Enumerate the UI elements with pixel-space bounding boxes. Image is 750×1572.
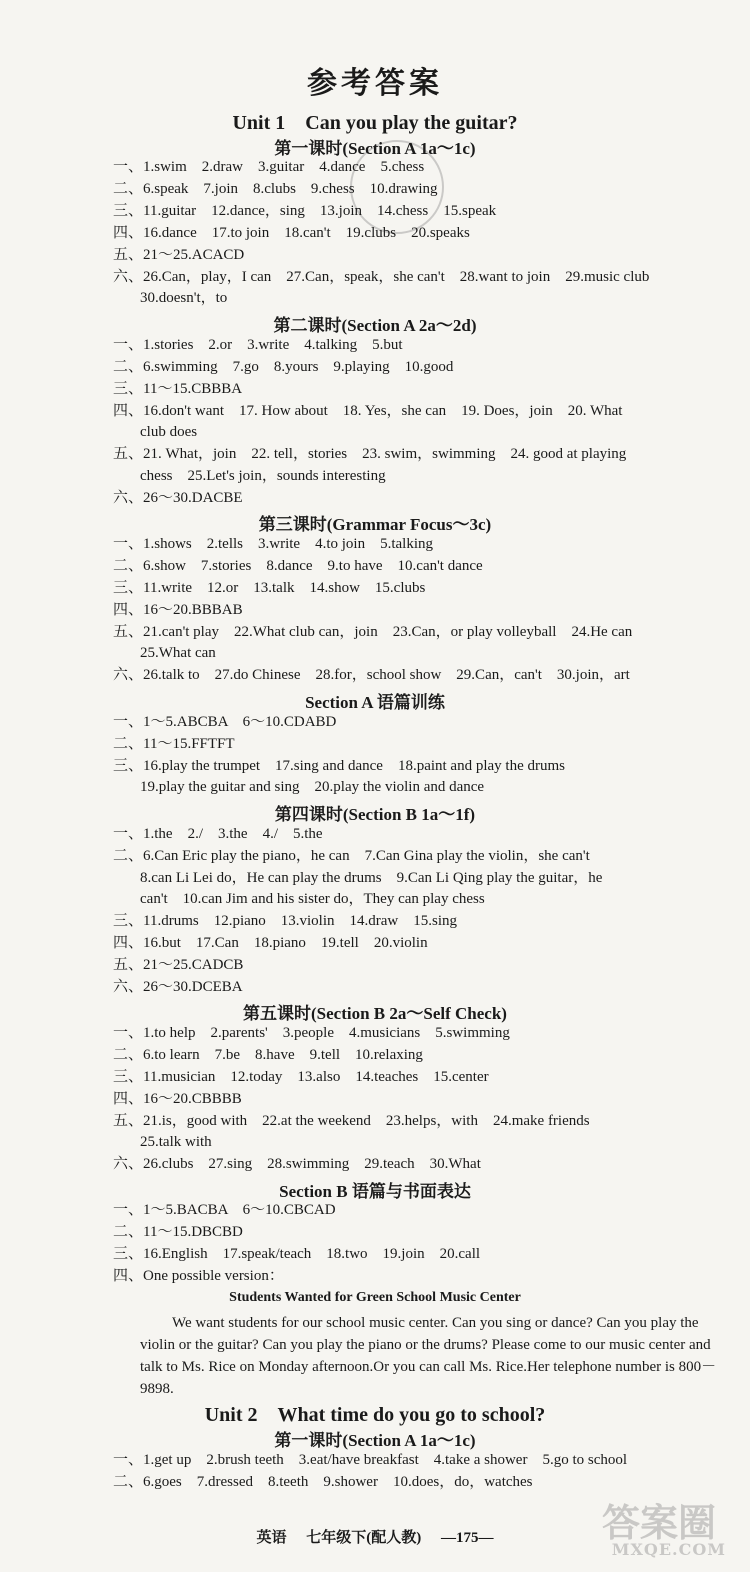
essay-text: We want students for our school music center. Can you sing or dance? Can you play the violin or the guitar? Can you play the piano or the drums? Please come to our music center and talk to Ms. Rice on Monday afternoon.Or you can call Ms. Rice.Her telephone number is 800－9898.	[140, 1315, 717, 1397]
answer-line: 二、6.speak 7.join 8.clubs 9.chess 10.drawing	[113, 181, 438, 197]
answer-line: 五、21～25.CADCB	[113, 957, 244, 973]
answer-line: 一、1.stories 2.or 3.write 4.talking 5.but	[113, 337, 403, 353]
watermark-text: 答案圈	[601, 1500, 716, 1545]
answer-line: 四、16.don't want 17. How about 18. Yes，she can 19. Does，join 20. What	[113, 403, 623, 419]
answer-line: 六、26～30.DACBE	[113, 490, 243, 506]
answer-line: 三、16.English 17.speak/teach 18.two 19.join 20.call	[113, 1246, 481, 1262]
answer-line: chess 25.Let's join，sounds interesting	[140, 468, 386, 484]
u1-sa-title: Section A 语篇训练	[305, 693, 445, 712]
answer-line: 三、11～15.CBBBA	[113, 381, 243, 397]
u1-sb-title: Section B 语篇与书面表达	[279, 1182, 471, 1201]
answer-line: 四、16～20.BBBAB	[113, 602, 243, 618]
answer-line: 四、One possible version：	[113, 1268, 284, 1284]
answer-line: 三、11.write 12.or 13.talk 14.show 15.clubs	[113, 580, 426, 596]
u2-s1-title: 第一课时(Section A 1a～1c)	[274, 1431, 476, 1450]
answer-line: 一、1.swim 2.draw 3.guitar 4.dance 5.chess	[113, 159, 425, 175]
u1-s2-title: 第二课时(Section A 2a～2d)	[273, 316, 477, 335]
answer-line: 8.can Li Lei do，He can play the drums 9.Can Li Qing play the guitar，he	[140, 870, 603, 886]
essay-body	[140, 1312, 730, 1400]
watermark-url: MXQE.COM	[611, 1540, 726, 1559]
answer-line: 五、21. What，join 22. tell，stories 23. swim，swimming 24. good at playing	[113, 446, 627, 462]
answer-line: 四、16.but 17.Can 18.piano 19.tell 20.violin	[113, 935, 428, 951]
answer-line: 二、6.Can Eric play the piano，he can 7.Can Gina play the violin，she can't	[113, 848, 590, 864]
answer-line: 三、16.play the trumpet 17.sing and dance 18.paint and play the drums	[113, 758, 565, 774]
answer-line: 四、16～20.CBBBB	[113, 1091, 242, 1107]
answer-line: club does	[140, 424, 198, 440]
page-title: 参考答案	[307, 66, 443, 101]
u1-s4-title: 第四课时(Section B 1a～1f)	[274, 805, 476, 824]
answer-line: 六、26～30.DCEBA	[113, 979, 243, 995]
footer-page-number: —175—	[441, 1530, 494, 1546]
answer-line: 五、21.is，good with 22.at the weekend 23.helps，with 24.make friends	[113, 1113, 590, 1129]
answer-line: 一、1.shows 2.tells 3.write 4.to join 5.talking	[113, 536, 433, 552]
unit1-title: Unit 1 Can you play the guitar?	[232, 112, 518, 134]
answer-line: 五、21～25.ACACD	[113, 247, 245, 263]
footer-subject: 英语	[256, 1530, 287, 1546]
footer-grade: 七年级下(配人教)	[306, 1530, 422, 1546]
answer-line: 三、11.musician 12.today 13.also 14.teaches 15.center	[113, 1069, 489, 1085]
u1-s5-title: 第五课时(Section B 2a～Self Check)	[243, 1004, 507, 1023]
answer-line: can't 10.can Jim and his sister do，They can play chess	[140, 891, 485, 907]
answer-line: 二、6.show 7.stories 8.dance 9.to have 10.can't dance	[113, 558, 483, 574]
watermark-logo	[586, 1492, 736, 1564]
answer-line: 二、6.swimming 7.go 8.yours 9.playing 10.good	[113, 359, 454, 375]
answer-line: 六、26.clubs 27.sing 28.swimming 29.teach 30.What	[113, 1156, 481, 1172]
answer-line: 五、21.can't play 22.What club can，join 23.Can，or play volleyball 24.He can	[113, 624, 633, 640]
answer-line: 二、11～15.DBCBD	[113, 1224, 243, 1240]
answer-line: 25.What can	[140, 645, 216, 661]
answer-line: 一、1～5.BACBA 6～10.CBCAD	[113, 1202, 336, 1218]
answer-line: 六、26.Can，play，I can 27.Can，speak，she can't 28.want to join 29.music club	[113, 269, 650, 285]
answer-line: 一、1.get up 2.brush teeth 3.eat/have breakfast 4.take a shower 5.go to school	[113, 1452, 628, 1468]
answer-line: 一、1～5.ABCBA 6～10.CDABD	[113, 714, 337, 730]
answer-line: 三、11.guitar 12.dance，sing 13.join 14.chess 15.speak	[113, 203, 497, 219]
answer-line: 四、16.dance 17.to join 18.can't 19.clubs 20.speaks	[113, 225, 470, 241]
answer-line: 一、1.the 2./ 3.the 4./ 5.the	[113, 826, 323, 842]
essay-title: Students Wanted for Green School Music Center	[229, 1290, 521, 1305]
u1-s1-title: 第一课时(Section A 1a～1c)	[274, 139, 476, 158]
answer-line: 25.talk with	[140, 1134, 212, 1150]
answer-line: 30.doesn't，to	[140, 290, 228, 306]
answer-line: 二、11～15.FFTFT	[113, 736, 235, 752]
answer-line: 六、26.talk to 27.do Chinese 28.for，school show 29.Can，can't 30.join，art	[113, 667, 630, 683]
unit2-title: Unit 2 What time do you go to school?	[204, 1404, 546, 1426]
answer-line: 二、6.goes 7.dressed 8.teeth 9.shower 10.does，do，watches	[113, 1474, 533, 1490]
answer-line: 三、11.drums 12.piano 13.violin 14.draw 15.sing	[113, 913, 458, 929]
answer-line: 二、6.to learn 7.be 8.have 9.tell 10.relaxing	[113, 1047, 423, 1063]
answer-line: 19.play the guitar and sing 20.play the violin and dance	[140, 779, 485, 795]
answer-line: 一、1.to help 2.parents' 3.people 4.musicians 5.swimming	[113, 1025, 510, 1041]
u1-s3-title: 第三课时(Grammar Focus～3c)	[258, 515, 492, 534]
